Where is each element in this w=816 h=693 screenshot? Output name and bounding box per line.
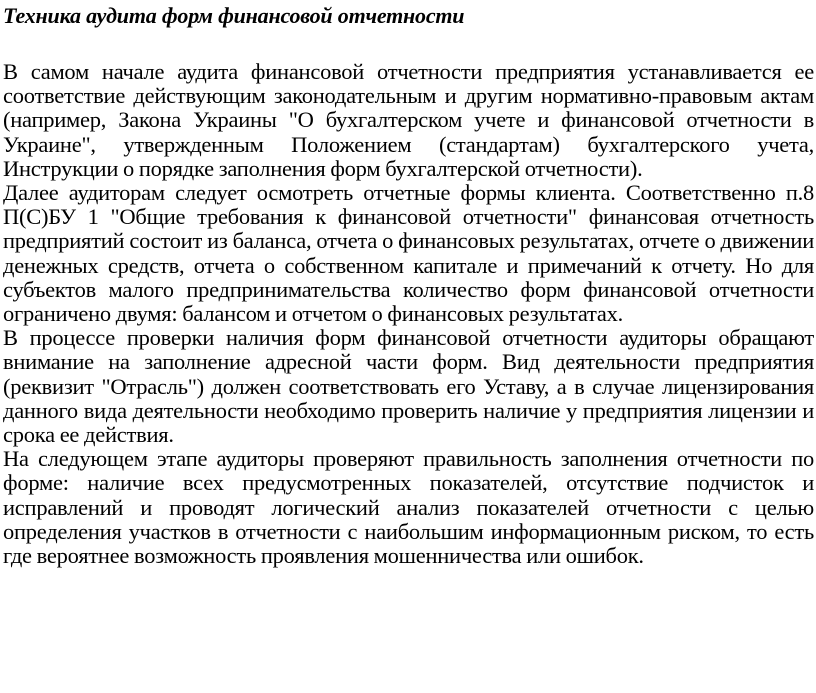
paragraph-compliance: В самом начале аудита финансовой отчетности предприятия устанавливается ее соответствие действующим законодательным и другим нормативно-правовым актам (например, Закона Украины "О бухгалтерском учете и финансовой отчетности в Украине", утвержденным Положением (стандартам) бухгалтерского учета, Инструкции о порядке заполнения форм бухгалтерской отчетности). <box>3 59 814 181</box>
document-title: Техника аудита форм финансовой отчетности <box>3 3 465 28</box>
title-spacer <box>3 26 814 60</box>
paragraph-logical-analysis: На следующем этапе аудиторы проверяют правильность заполнения отчетности по форме: наличие всех предусмотренных показателей, отсутствие подчисток и исправлений и проводят логический анализ показателей отчетности с целью определения участков в отчетности с наибольшим информационным риском, то есть где вероятнее возможность проявления мошенничества или ошибок. <box>3 446 814 569</box>
paragraph-address-check: В процессе проверки наличия форм финансовой отчетности аудиторы обращают внимание на заполнение адресной части форм. Вид деятельности предприятия (реквизит "Отрасль") должен соответствовать его Уставу, а в случае лицензирования данного вида деятельности необходимо проверить наличие у предприятия лицензии и срока ее действия. <box>3 325 814 448</box>
paragraph-report-forms: Далее аудиторам следует осмотреть отчетные формы клиента. Соответственно п.8 П(С)БУ 1 "Общие требования к финансовой отчетности" финансовая отчетность предприятий состоит из баланса, отчета о финансовых результатах, отчете о движении денежных средств, отчета о собственном капитале и примечаний к отчету. Но для субъектов малого предпринимательства количество форм финансовой отчетности ограничено двумя: балансом и отчетом о финансовых результатах. <box>3 180 814 327</box>
